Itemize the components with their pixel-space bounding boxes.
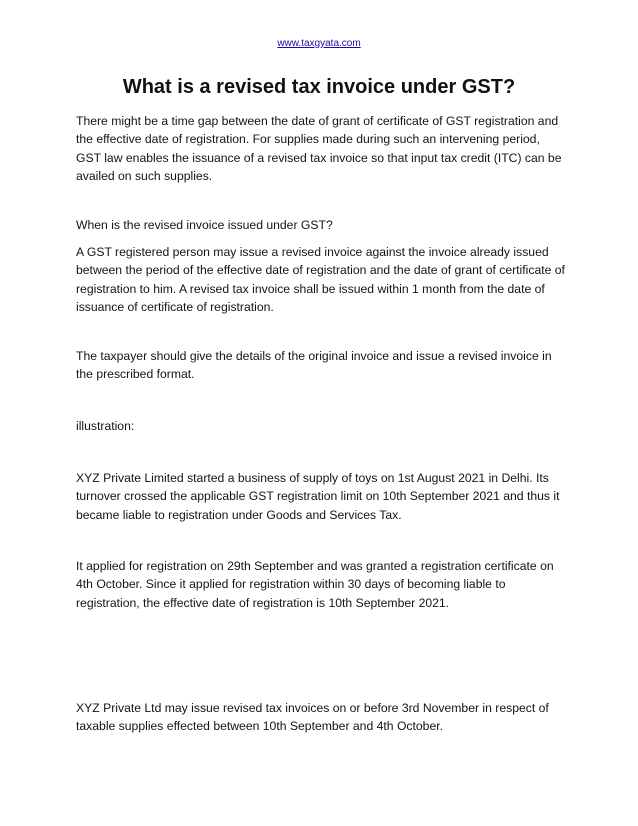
details-paragraph: The taxpayer should give the details of the original invoice and issue a revised invoice in the prescribed format.: [76, 349, 552, 382]
answer-paragraph: A GST registered person may issue a revised invoice against the invoice already issued between the period of the effective date of registration and the date of grant of certificate of registration to him. A revised tax invoice shall be issued within 1 month from the date of issuance of certificate of registration.: [76, 245, 565, 314]
example-paragraph-2: It applied for registration on 29th September and was granted a registration certificate on 4th October. Since it applied for registration within 30 days of becoming liable to registration, the effective date of registration is 10th September 2021.: [76, 559, 554, 610]
site-link[interactable]: www.taxgyata.com: [277, 38, 361, 49]
intro-paragraph: There might be a time gap between the date of grant of certificate of GST registration and the effective date of registration. For supplies made during such an intervening period, GST law enables the issuance of a revised tax invoice so that input tax credit (ITC) can be availed on such supplies.: [76, 114, 562, 183]
question-heading: When is the revised invoice issued under GST?: [76, 218, 333, 232]
conclusion-paragraph: XYZ Private Ltd may issue revised tax invoices on or before 3rd November in respect of taxable supplies effected between 10th September and 4th October.: [76, 701, 549, 734]
illustration-label: illustration:: [76, 419, 135, 433]
example-paragraph-1: XYZ Private Limited started a business of supply of toys on 1st August 2021 in Delhi. Its turnover crossed the applicable GST registration limit on 10th September 2021 and thus it became liable to registration under Goods and Services Tax.: [76, 471, 560, 522]
page-title: What is a revised tax invoice under GST?: [122, 76, 516, 98]
